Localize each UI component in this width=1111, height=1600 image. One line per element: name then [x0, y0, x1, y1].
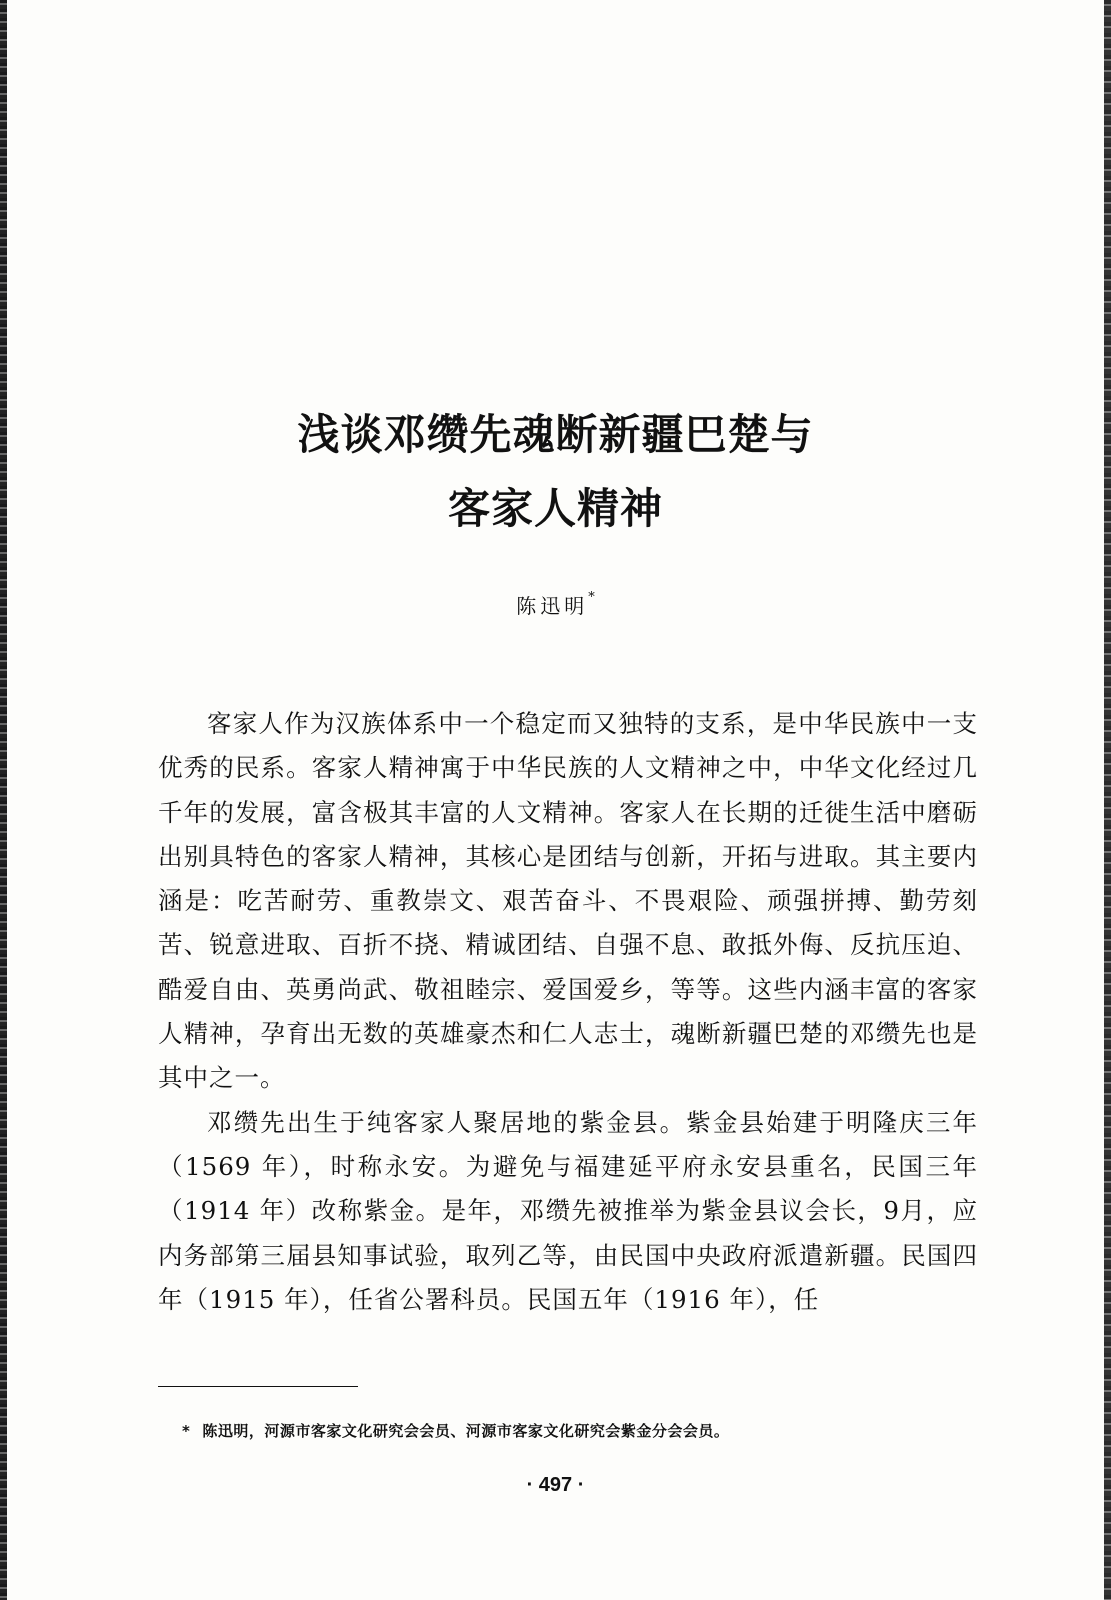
body-paragraph-2: 邓缵先出生于纯客家人聚居地的紫金县。紫金县始建于明隆庆三年（1569 年），时称永安。为避免与福建延平府永安县重名，民国三年（1914 年）改称紫金。是年，邓缵先被推举为紫金县议会长，9月，应内务部第三届县知事试验，取列乙等，由民国中央政府派遣新疆。民国四年（1915 年），任省公署科员。民国五年（1916 年），任: [158, 1107, 978, 1314]
author-name: 陈迅明: [516, 594, 589, 618]
page-number: · 497 ·: [526, 1474, 585, 1496]
scan-edge-left: [0, 0, 7, 1600]
title-line-1: 浅谈邓缵先魂断新疆巴楚与: [297, 410, 814, 459]
article-title: [0, 398, 1111, 546]
article-body: [158, 702, 978, 1322]
footnote-divider: [158, 1386, 358, 1387]
author-footnote-mark: *: [588, 590, 595, 606]
footnote-text: 陈迅明，河源市客家文化研究会会员、河源市客家文化研究会紫金分会会员。: [202, 1422, 730, 1440]
author-line: [0, 590, 1111, 619]
footnote-mark: *: [182, 1422, 191, 1440]
title-line-2: 客家人精神: [447, 484, 663, 533]
scan-edge-right: [1104, 0, 1111, 1600]
body-paragraph-1: 客家人作为汉族体系中一个稳定而又独特的支系，是中华民族中一支优秀的民系。客家人精神寓于中华民族的人文精神之中，中华文化经过几千年的发展，富含极其丰富的人文精神。客家人在长期的迁徙生活中磨砺出别具特色的客家人精神，其核心是团结与创新，开拓与进取。其主要内涵是：吃苦耐劳、重教崇文、艰苦奋斗、不畏艰险、顽强拼搏、勤劳刻苦、锐意进取、百折不挠、精诚团结、自强不息、敢抵外侮、反抗压迫、酷爱自由、英勇尚武、敬祖睦宗、爱国爱乡，等等。这些内涵丰富的客家人精神，孕育出无数的英雄豪杰和仁人志士，魂断新疆巴楚的邓缵先也是其中之一。: [158, 709, 978, 1093]
footnote: [182, 1420, 729, 1441]
